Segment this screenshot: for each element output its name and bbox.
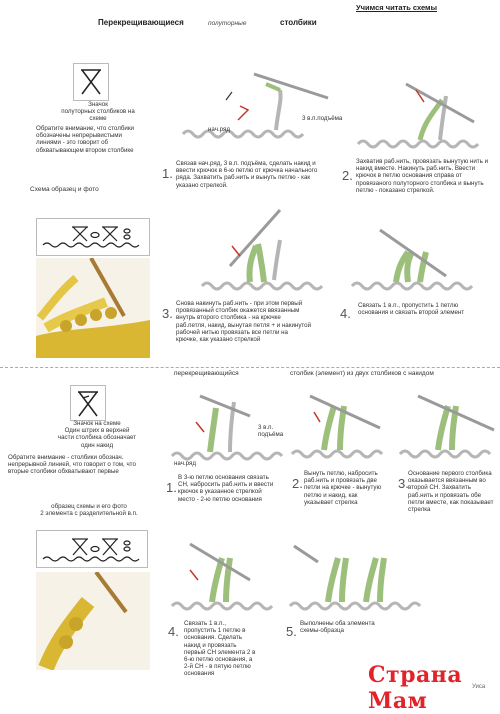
scheme-diagram-2	[36, 530, 148, 568]
symbol-caption-1: Значок полуторных столбиков на схеме	[61, 101, 135, 123]
photo-yarn-drawing-2	[36, 572, 150, 670]
top-right-caption: Учимся читать схемы	[356, 3, 437, 12]
note-1: Обратите внимание, что столбики обозначены непрерывистыми линиями - это говорит об обхватывающем втором столбике	[36, 125, 135, 154]
note-2: Обратите внимание - столбики обознач. непрерывной линией, что говорит о том, что вторые столбики обхватывают первые	[8, 454, 136, 476]
step3-text-2: Основание первого столбика оказывается ввязанным во второй СН. Захватить раб.нить и провязать обе петли вместе, как показывает стрелка	[408, 470, 494, 514]
step2-number-2: 2.	[292, 476, 303, 491]
step2-text-1: Захватив раб.нить, провязать вынутую нить и накид вместе. Накинуть раб.нить. Ввести крючок в петлю основания справа от провязаного полуторного столбика и вынуть петлю - показано стрелкой.	[356, 158, 489, 194]
step3-number-1: 3.	[162, 306, 173, 321]
step4-number-1: 4.	[340, 306, 351, 321]
page-title-mid: полуторные	[208, 20, 247, 27]
label-3vp-2: 3 в.п. подъёма	[258, 424, 284, 439]
step5-diagram-2	[288, 540, 438, 620]
step4-number-2: 4.	[168, 624, 179, 639]
photo-sample-2	[36, 572, 150, 670]
scheme-diagram-1	[36, 218, 150, 256]
symbol-box-2	[70, 385, 106, 421]
step1-number-2: 1.	[166, 480, 177, 495]
step3-diagram	[200, 206, 340, 296]
section2-title-right: столбик (элемент) из двух столбиков с накидом	[290, 370, 434, 377]
step4-diagram	[350, 224, 500, 304]
symbol-box-1	[73, 63, 109, 101]
step2-diagram	[354, 82, 494, 162]
page-title-left: Перекрещивающиеся	[98, 18, 184, 27]
scheme-symbols-1	[37, 219, 149, 255]
scheme-label-1: Схема образец и фото	[30, 186, 99, 193]
brand-watermark: Страна Мам	[368, 662, 463, 714]
step1-number-1: 1.	[162, 166, 173, 181]
photo-yarn-drawing-1	[36, 258, 150, 358]
step3-number-2: 3.	[398, 476, 409, 491]
step1-diagram	[178, 70, 328, 150]
scheme-symbols-2	[37, 531, 147, 567]
step3-diagram-2	[398, 392, 498, 472]
base-chain-1	[183, 131, 303, 137]
step1-text-1: Связав нач.ряд, 3 в.п. подъёма, сделать накид и ввести крючок в 6-ю петлю от крючка начального ряда. Захватить раб.нить и вынуть петлю - как указано стрелкой.	[176, 160, 318, 189]
step5-number-2: 5.	[286, 624, 297, 639]
photo-sample-1	[36, 258, 150, 358]
section2-title-left: перекрещивающийся	[174, 370, 239, 377]
label-3vp-1: 3 в.п.подъёма	[302, 115, 343, 122]
label-chain-1: нач.ряд	[208, 126, 230, 133]
step2-diagram-2	[290, 392, 390, 472]
watermark-small: Уиса	[472, 684, 486, 690]
step2-number-1: 2.	[342, 168, 353, 183]
half-double-crossed-symbol	[74, 64, 108, 100]
step1-text-2: В 3-ю петлю основания связать СН, набросить раб.нить и ввести крючок в указанное стрелкой место - 2-ю петлю основания	[178, 474, 274, 503]
double-crochet-crossed-symbol	[71, 386, 105, 420]
page-title-right: столбики	[280, 18, 317, 27]
step3-text-1: Снова накинуть раб.нить - при этом первый провязанный столбик окажется ввязанным внутрь второго столбика - на крючке раб.петля, накид, вынутая петля + и накинутой рабочей нитью провязать все петли на крючке, как указано стрелкой	[176, 300, 312, 344]
step2-text-2: Вынуть петлю, набросить раб.нить и провязать две петли на крючке - вынутую петлю и накид, как указывает стрелка	[304, 470, 382, 506]
label-chain-2: нач.ряд	[174, 460, 196, 467]
step5-text-2: Выполнены оба элемента схемы-образца	[300, 620, 375, 635]
section-divider	[0, 367, 500, 368]
step4-text-2: Связать 1 в.п., пропустить 1 петлю в основания. Сделать накид и провязать первый СН элемента 2 в 6-ю петлю основания, а 2-й СН - в пятую петлю основания	[184, 620, 256, 678]
symbol-caption-2: Значок на схеме Один штрих в верхней части столбика обозначает один накид	[57, 420, 137, 449]
step4-text-1: Связать 1 в.п., пропустить 1 петлю основания и связать второй элемент	[358, 302, 465, 317]
scheme-label-2: образец схемы и его фото 2 элемента с разделительной в.п.	[40, 503, 138, 518]
step4-diagram-2	[170, 540, 280, 620]
